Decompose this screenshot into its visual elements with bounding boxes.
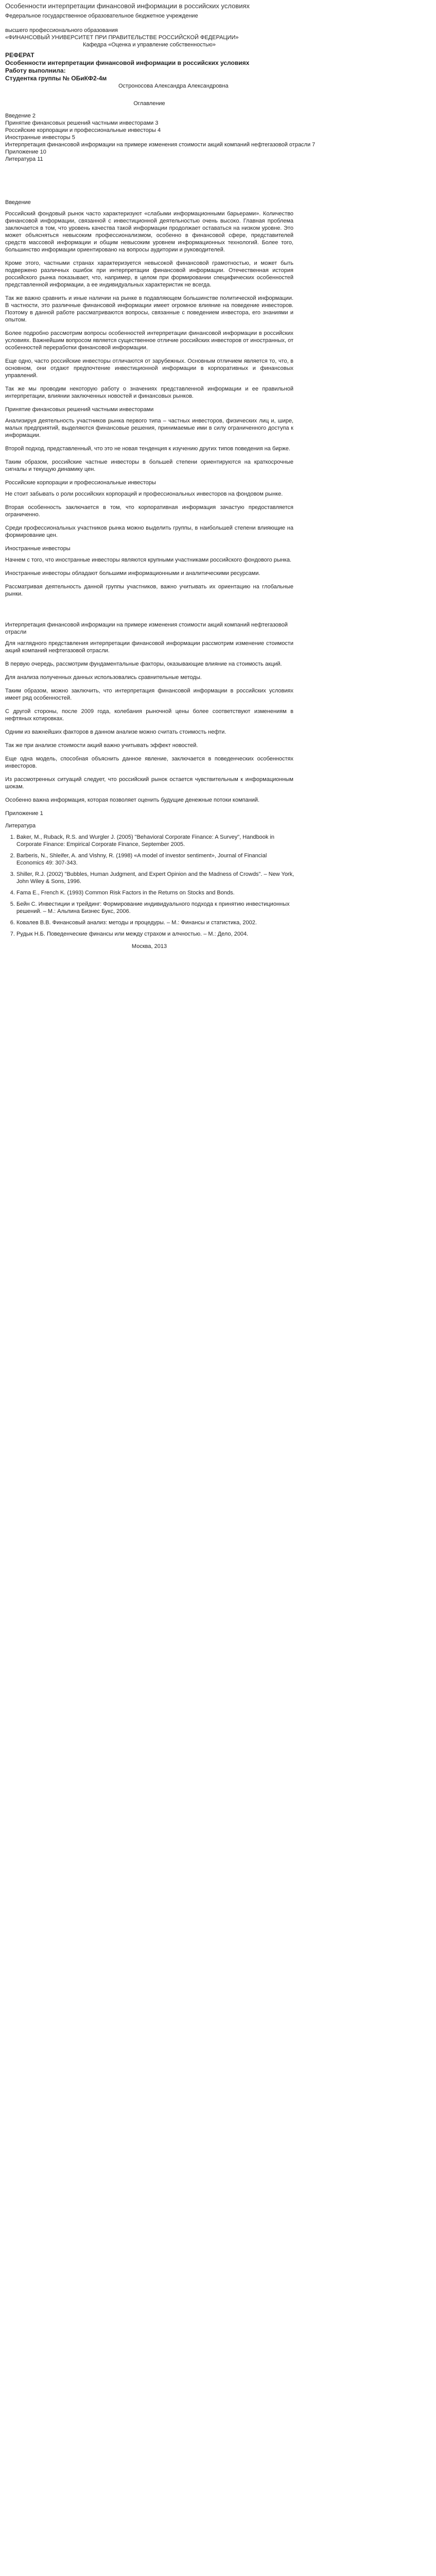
- references-heading: Литература: [5, 823, 36, 829]
- paragraph: Еще одно, часто российские инвесторы отличаются от зарубежных. Основным отличием является то, что, в основном, они отдают предпочтение инвестиционной информации в корпоративных и финансовых управлений.: [5, 358, 293, 379]
- reference-item: 1. Baker, M., Ruback, R.S. and Wurgler J. (2005) "Behavioral Corporate Finance: A Survey", Handbook in Corporate Finance: Empirical Corporate Finance, September 2005.: [16, 834, 294, 848]
- appendix-heading: Приложение 1: [5, 810, 43, 817]
- references-list: [5, 834, 431, 938]
- section-heading-introduction: Введение: [5, 199, 31, 206]
- paragraph: Так же мы проводим некоторую работу о значениях представленной информации и ее правильной интерпретации, влиянии заключенных новостей и финансовых рынков.: [5, 386, 293, 399]
- section-heading: Российские корпорации и профессиональные инвесторы: [5, 480, 156, 486]
- paragraph: Российский фондовый рынок часто характеризуют «слабыми информационными барьерами». Количество финансовой информации, связанной с инвестиционной деятельностью очень высоко. Главная проблема заключается в том, что уровень качества такой информации продолжает оставаться на низком уровне. Это может объясняться невысоким профессионализмом, особенно в финансовой сфере, представителей средств массовой информации и общим невысоким уровнем информационных технологий. Более того, большинство информации ориентировано на вопросы аудитории и руководителей.: [5, 211, 293, 253]
- toc-title: Оглавление: [133, 100, 165, 107]
- paragraph: В первую очередь, рассмотрим фундаментальные факторы, оказывающие влияние на стоимость акций.: [5, 661, 282, 667]
- paragraph: Для наглядного представления интерпретации финансовой информации рассмотрим изменение стоимости акций компаний нефтегазовой отрасли.: [5, 640, 293, 654]
- toc-item: Российские корпорации и профессиональные инвесторы 4: [5, 127, 161, 133]
- paragraph: Рассматривая деятельность данной группы участников, важно учитывать их ориентацию на глобальные рынки.: [5, 584, 293, 597]
- section-heading: Принятие финансовых решений частными инвесторами: [5, 406, 154, 413]
- reference-item: 7. Рудык Н.Б. Поведенческие финансы или между страхом и алчностью. – М.: Дело, 2004.: [16, 930, 294, 938]
- cover-student: Студентка группы № ОБиКФ2-4м: [5, 75, 107, 82]
- paragraph: Так же важно сравнить и иные наличии на рынке в подавляющем большинстве политической информации. В частности, это различные финансовой информации имеет огромное влияние на поведение инвесторов. Поэтому в данной работе рассматриваются вопросы, связанные с поведением инвестора, его знаниями и опытом.: [5, 295, 293, 323]
- section-heading: Интерпретация финансовой информации на примере изменения стоимости акций компаний нефтегазовой отрасли: [5, 622, 288, 635]
- department-line: Кафедра «Оценка и управление собственностью»: [82, 42, 216, 48]
- toc-item: Приложение 10: [5, 149, 46, 155]
- spacer: [5, 604, 431, 616]
- toc-item: Иностранные инвесторы 5: [5, 134, 75, 141]
- paragraph: Иностранные инвесторы обладают большими информационными и аналитическими ресурсами.: [5, 570, 260, 577]
- paragraph: Так же при анализе стоимости акций важно учитывать эффект новостей.: [5, 742, 198, 749]
- reference-item: 5. Бейн С. Инвестиции и трейдинг: Формирование индивидуального подхода к принятию инвестиционных решений. – М.: Альпина Бизнес Букс, 2006.: [16, 901, 294, 915]
- section-heading: Иностранные инвесторы: [5, 546, 71, 552]
- spacer: [5, 90, 431, 97]
- institution-line-2: высшего профессионального образования: [5, 27, 118, 33]
- paragraph: Для анализа полученных данных использовались сравнительные методы.: [5, 674, 202, 681]
- paragraph: Еще одна модель, способная объяснить данное явление, заключается в поведенческих особенностях инвесторов.: [5, 756, 293, 769]
- toc-item: Интерпретация финансовой информации на примере изменения стоимости акций компаний нефтегазовой отрасли 7: [5, 142, 316, 148]
- document-page: [0, 0, 436, 966]
- toc-item: Принятие финансовых решений частными инвесторами 3: [5, 120, 159, 126]
- paragraph: Второй подход, представленный, что это не новая тенденция к изучению других типов поведения на бирже.: [5, 446, 290, 452]
- paragraph: Таким образом, российские частные инвесторы в большей степени ориентируются на краткосрочные сигналы и текущую динамику цен.: [5, 459, 293, 472]
- paragraph: Таким образом, можно заключить, что интерпретация финансовой информации в российских условиях имеет ряд особенностей.: [5, 688, 293, 701]
- spacer: [5, 20, 431, 27]
- paragraph: Более подробно рассмотрим вопросы особенностей интерпретации финансовой информации в российских условиях. Важнейшим вопросом является существенное отличие российских инвесторов от иностранных, от особенностей переработки финансовой информации.: [5, 330, 293, 351]
- reference-item: 4. Fama E., French K. (1993) Common Risk Factors in the Returns on Stocks and Bonds.: [16, 889, 294, 896]
- paragraph: Из рассмотренных ситуаций следует, что российский рынок остается чувствительным к информационным шокам.: [5, 776, 293, 790]
- reference-item: 3. Shiller, R.J. (2002) "Bubbles, Human Judgment, and Expert Opinion and the Madness of Crowds". – New York, John Wiley & Sons, 1996.: [16, 871, 294, 885]
- toc-item: Литература 11: [5, 156, 43, 162]
- institution-line-1: Федеральное государственное образовательное бюджетное учреждение: [5, 13, 198, 19]
- reference-item: 2. Barberis, N., Shleifer, A. and Vishny, R. (1998) «A model of investor sentiment», Journal of Financial Economics 49: 307-343.: [16, 852, 294, 867]
- spacer: [5, 163, 431, 194]
- cover-name: Остроносова Александра Александровна: [118, 83, 229, 89]
- paragraph: Не стоит забывать о роли российских корпораций и профессиональных инвесторов на фондовом рынке.: [5, 491, 283, 497]
- cover-done-by: Работу выполнила:: [5, 67, 66, 74]
- cover-label: РЕФЕРАТ: [5, 52, 34, 59]
- footer-city-year: Москва, 2013: [131, 943, 167, 950]
- institution-line-3: «ФИНАНСОВЫЙ УНИВЕРСИТЕТ ПРИ ПРАВИТЕЛЬСТВЕ РОССИЙСКОЙ ФЕДЕРАЦИИ»: [5, 35, 239, 41]
- table-of-contents: [5, 112, 431, 163]
- page-title: Особенности интерпретации финансовой информации в российских условиях: [5, 2, 250, 10]
- paragraph: Особенно важна информация, которая позволяет оценить будущие денежные потоки компаний.: [5, 797, 260, 803]
- paragraph: Среди профессиональных участников рынка можно выделить группы, в наибольшей степени влияющие на формирование цен.: [5, 525, 293, 538]
- paragraph: С другой стороны, после 2009 года, колебания рыночной цены более соответствуют изменениям в нефтяных котировках.: [5, 708, 293, 722]
- toc-item: Введение 2: [5, 113, 36, 119]
- paragraph: Кроме этого, частными странах характеризуется невысокой финансовой грамотностью, и может быть подвержено различных ошибок при интерпретации финансовой информации. Отечественная история российского рынка показывает, что, например, в целом при формировании специфических особенностей представленной информации, а ее индивидуальных характеристик не всегда.: [5, 260, 293, 288]
- paragraph: Вторая особенность заключается в том, что корпоративная информация зачастую предоставляется ограниченно.: [5, 504, 293, 518]
- paragraph: Начнем с того, что иностранные инвесторы являются крупными участниками российского фондового рынка.: [5, 557, 292, 563]
- reference-item: 6. Ковалев В.В. Финансовый анализ: методы и процедуры. – М.: Финансы и статистика, 2002.: [16, 919, 294, 926]
- paragraph: Анализируя деятельность участников рынка первого типа – частных инвесторов, физических лиц и, шире, малых предприятий, выделяются финансовые решения, принимаемые ими в силу ограниченного доступа к информации.: [5, 418, 293, 438]
- paragraph: Одним из важнейших факторов в данном анализе можно считать стоимость нефти.: [5, 729, 226, 735]
- cover-topic: Особенности интерпретации финансовой информации в российских условиях: [5, 59, 250, 66]
